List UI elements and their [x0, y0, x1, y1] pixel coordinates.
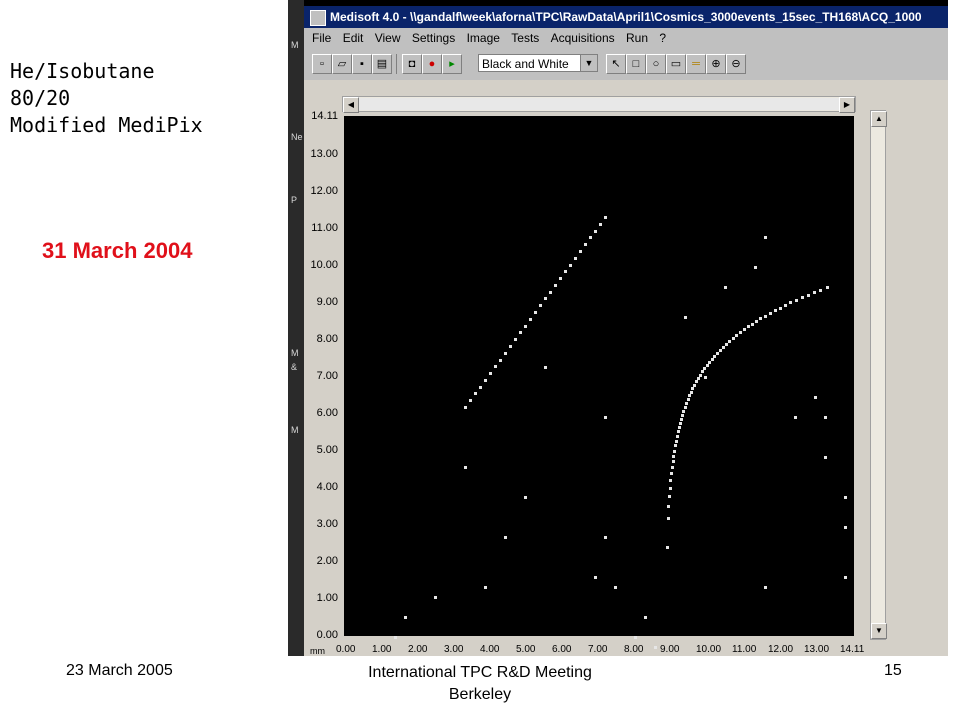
zoom-in-icon[interactable]: ⊕ [706, 54, 726, 74]
hit-pixel [464, 466, 467, 469]
hit-pixel [634, 636, 637, 639]
hit-pixel [594, 230, 597, 233]
menu-view[interactable]: View [374, 31, 401, 45]
toolbar-separator [396, 54, 397, 74]
hit-pixel [784, 304, 787, 307]
hit-pixel [708, 361, 711, 364]
menu-tests[interactable]: Tests [511, 31, 540, 45]
hit-pixel [469, 399, 472, 402]
y-tick: 4.00 [316, 481, 338, 493]
menu-image[interactable]: Image [466, 31, 500, 45]
gas-mixture-line: He/Isobutane [10, 59, 155, 83]
hit-pixel [464, 406, 467, 409]
menu-file[interactable]: File [312, 31, 332, 45]
y-tick: 0.00 [316, 629, 338, 641]
hit-pixel [669, 487, 672, 490]
hit-pixel [693, 384, 696, 387]
menu-bar [304, 28, 948, 48]
hit-pixel [747, 325, 750, 328]
zoom-out-icon[interactable]: ⊖ [726, 54, 746, 74]
hit-pixel [684, 406, 687, 409]
hit-pixel [699, 374, 702, 377]
scroll-up-icon[interactable]: ▲ [871, 111, 887, 127]
hit-pixel [677, 430, 680, 433]
hit-pixel [668, 495, 671, 498]
window-titlebar[interactable] [304, 6, 948, 28]
hit-pixel [589, 236, 592, 239]
hit-pixel [795, 299, 798, 302]
hit-pixel [743, 328, 746, 331]
hit-pixel [682, 410, 685, 413]
hit-pixel [669, 479, 672, 482]
hit-pixel [713, 355, 716, 358]
hit-pixel [671, 466, 674, 469]
hit-pixel [735, 334, 738, 337]
x-tick: 14.11 [840, 644, 865, 655]
hit-pixel [687, 398, 690, 401]
hit-pixel [724, 286, 727, 289]
hit-pixel [666, 546, 669, 549]
hit-pixel [484, 586, 487, 589]
hit-pixel [644, 616, 647, 619]
hit-pixel [579, 250, 582, 253]
desktop-label: M [291, 425, 299, 435]
hit-pixel [679, 422, 682, 425]
x-tick: 12.00 [768, 644, 794, 655]
desktop-label: P [291, 195, 298, 205]
hit-pixel [725, 343, 728, 346]
x-tick: 8.00 [624, 644, 644, 655]
hit-pixel [764, 236, 767, 239]
x-tick: 7.00 [588, 644, 608, 655]
hit-pixel [524, 496, 527, 499]
menu-edit[interactable]: Edit [342, 31, 364, 45]
footer-date: 23 March 2005 [66, 662, 173, 679]
save-disk-icon[interactable]: ▪ [352, 54, 372, 74]
hit-pixel [754, 266, 757, 269]
print-icon[interactable]: ▤ [372, 54, 392, 74]
y-tick: 12.00 [310, 185, 338, 197]
hit-pixel [674, 444, 677, 447]
hit-pixel [685, 402, 688, 405]
detector-line: Modified MediPix [10, 113, 203, 137]
hit-pixel [544, 366, 547, 369]
stop-icon[interactable]: ● [422, 54, 442, 74]
hit-pixel [728, 340, 731, 343]
hit-pixel [574, 257, 577, 260]
hit-pixel [774, 309, 777, 312]
hit-pixel [814, 396, 817, 399]
hit-pixel [690, 391, 693, 394]
hit-pixel [844, 496, 847, 499]
hit-pixel [474, 392, 477, 395]
x-tick: 13.00 [804, 644, 830, 655]
chevron-down-icon[interactable]: ▼ [580, 55, 597, 71]
hit-pixel [759, 317, 762, 320]
hit-pixel [789, 301, 792, 304]
hit-pixel [684, 316, 687, 319]
hit-pixel [394, 636, 397, 639]
hit-pixel [604, 416, 607, 419]
horizontal-scrollbar[interactable] [342, 96, 856, 112]
hit-pixel [722, 346, 725, 349]
y-tick: 6.00 [316, 407, 338, 419]
hit-pixel [807, 294, 810, 297]
ruler-icon[interactable]: ▭ [666, 54, 686, 74]
medisoft-screenshot [288, 0, 948, 656]
hit-pixel [559, 277, 562, 280]
camera-icon[interactable]: ◘ [402, 54, 422, 74]
y-tick: 8.00 [316, 333, 338, 345]
desktop-label: Ne [291, 132, 303, 142]
footer-meeting-line1: International TPC R&D Meeting [368, 664, 592, 681]
x-tick: 11.00 [732, 644, 757, 655]
hit-pixel [755, 320, 758, 323]
slide-number: 15 [884, 662, 902, 679]
hit-pixel [654, 646, 657, 649]
y-tick: 3.00 [316, 518, 338, 530]
scroll-left-icon[interactable]: ◀ [343, 97, 359, 113]
x-tick: 1.00 [372, 644, 392, 655]
hit-pixel [534, 311, 537, 314]
hit-pixel [732, 337, 735, 340]
scroll-right-icon[interactable]: ▶ [839, 97, 855, 113]
hit-pixel [554, 284, 557, 287]
desktop-label: M [291, 40, 299, 50]
hit-pixel [673, 450, 676, 453]
hit-pixel [824, 416, 827, 419]
hit-pixel [779, 307, 782, 310]
hit-pixel [751, 323, 754, 326]
hit-pixel [544, 297, 547, 300]
hit-pixel [594, 576, 597, 579]
menu-settings[interactable]: Settings [411, 31, 456, 45]
hit-pixel [494, 365, 497, 368]
hit-pixel [801, 296, 804, 299]
hit-pixel [695, 380, 698, 383]
x-tick: 9.00 [660, 644, 680, 655]
hit-pixel [794, 416, 797, 419]
y-tick: 14.11 [311, 110, 338, 122]
open-folder-icon[interactable]: ▱ [332, 54, 352, 74]
hit-pixel [691, 387, 694, 390]
hit-pixel [569, 264, 572, 267]
palette-value: Black and White [482, 57, 569, 71]
y-tick: 11.00 [311, 222, 338, 234]
x-tick: 10.00 [696, 644, 722, 655]
hit-pixel [670, 472, 673, 475]
hit-pixel [404, 616, 407, 619]
horizontal-scroll-thumb[interactable] [359, 98, 839, 110]
hit-pixel [764, 315, 767, 318]
slide-title-block [10, 58, 270, 139]
hit-pixel [584, 243, 587, 246]
hit-pixel [813, 291, 816, 294]
x-tick: 6.00 [552, 644, 572, 655]
desktop-label: M [291, 348, 299, 358]
hit-pixel [719, 349, 722, 352]
hit-pixel [539, 304, 542, 307]
x-axis-unit: mm [310, 646, 325, 656]
hit-pixel [706, 364, 709, 367]
hit-pixel [676, 435, 679, 438]
footer-meeting-line2: Berkeley [448, 686, 512, 703]
image-view [304, 80, 948, 656]
desktop-label: & [291, 362, 298, 372]
hit-pixel [667, 517, 670, 520]
menu-run[interactable]: Run [626, 31, 649, 45]
hit-pixel [844, 576, 847, 579]
hit-pixel [599, 223, 602, 226]
hit-pixel [716, 352, 719, 355]
hit-pixel [826, 286, 829, 289]
pixel-hit-map[interactable] [344, 116, 854, 636]
hit-pixel [479, 386, 482, 389]
hit-pixel [824, 456, 827, 459]
y-tick: 5.00 [316, 444, 338, 456]
hit-pixel [564, 270, 567, 273]
x-tick: 4.00 [480, 644, 500, 655]
hit-pixel [519, 331, 522, 334]
vertical-scrollbar[interactable] [870, 110, 886, 640]
footer-meeting [330, 662, 630, 706]
palette-select[interactable] [478, 54, 598, 72]
hit-pixel [697, 377, 700, 380]
toolbar [304, 50, 948, 78]
scroll-down-icon[interactable]: ▼ [871, 623, 887, 639]
hit-pixel [681, 414, 684, 417]
hit-pixel [484, 379, 487, 382]
hit-pixel [614, 586, 617, 589]
hit-pixel [499, 359, 502, 362]
hit-pixel [672, 460, 675, 463]
hit-pixel [672, 455, 675, 458]
x-tick: 5.00 [516, 644, 536, 655]
hit-pixel [701, 370, 704, 373]
y-tick: 9.00 [316, 296, 338, 308]
desktop-strip [288, 0, 304, 656]
hit-pixel [549, 291, 552, 294]
y-tick: 13.00 [310, 148, 338, 160]
hit-pixel [489, 372, 492, 375]
y-tick: 2.00 [316, 555, 338, 567]
x-tick: 0.00 [336, 644, 356, 655]
hit-pixel [703, 367, 706, 370]
x-tick: 2.00 [408, 644, 428, 655]
hit-pixel [711, 358, 714, 361]
menu-help[interactable]: ? [659, 31, 667, 45]
ratio-line: 80/20 [10, 86, 71, 110]
hit-pixel [509, 345, 512, 348]
y-tick: 7.00 [316, 370, 338, 382]
hit-pixel [675, 440, 678, 443]
medisoft-window [304, 6, 948, 656]
y-tick: 1.00 [316, 592, 338, 604]
measure-icon[interactable]: ═ [686, 54, 706, 74]
ellipse-tool-icon[interactable]: ○ [646, 54, 666, 74]
measurement-date: 31 March 2004 [42, 238, 193, 263]
hit-pixel [819, 289, 822, 292]
app-icon [310, 10, 326, 26]
hit-pixel [529, 318, 532, 321]
hit-pixel [504, 536, 507, 539]
hit-pixel [764, 586, 767, 589]
hit-pixel [524, 325, 527, 328]
x-tick: 3.00 [444, 644, 464, 655]
rectangle-tool-icon[interactable]: □ [626, 54, 646, 74]
hit-pixel [769, 312, 772, 315]
menu-acquisitions[interactable]: Acquisitions [550, 31, 615, 45]
y-tick: 10.00 [310, 259, 338, 271]
hit-pixel [504, 352, 507, 355]
hit-pixel [844, 526, 847, 529]
hit-pixel [678, 426, 681, 429]
hit-pixel [604, 536, 607, 539]
hit-pixel [680, 418, 683, 421]
pointer-icon[interactable]: ↖ [606, 54, 626, 74]
run-icon[interactable]: ▸ [442, 54, 462, 74]
hit-pixel [688, 394, 691, 397]
hit-pixel [604, 216, 607, 219]
hit-pixel [739, 331, 742, 334]
hit-pixel [434, 596, 437, 599]
window-title: Medisoft 4.0 - \\gandalf\week\aforna\TPC\RawData\April1\Cosmics_3000events_15sec_TH168\ACQ_1000 [330, 10, 922, 24]
hit-pixel [667, 505, 670, 508]
new-file-icon[interactable]: ▫ [312, 54, 332, 74]
hit-pixel [704, 376, 707, 379]
hit-pixel [514, 338, 517, 341]
